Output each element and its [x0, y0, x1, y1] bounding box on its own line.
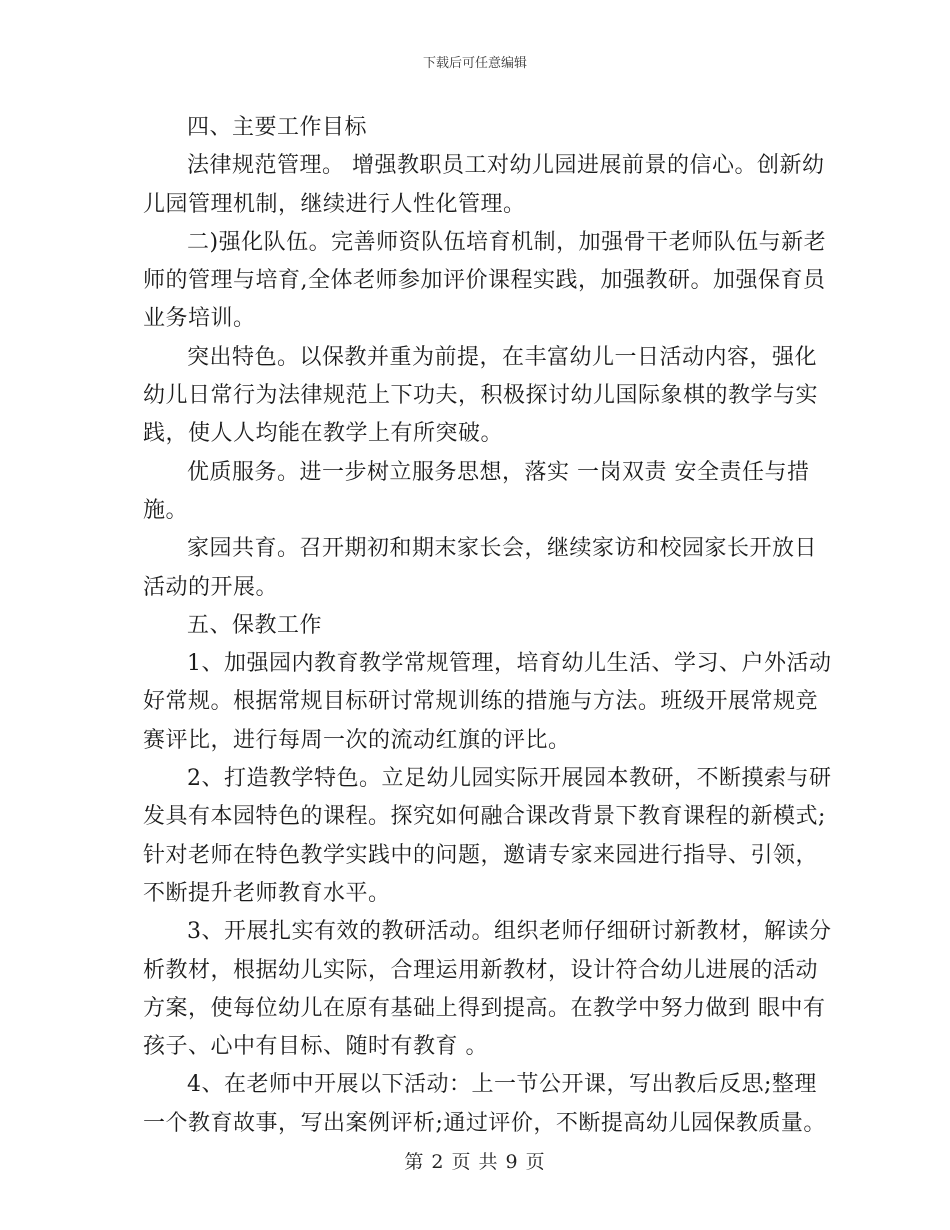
text-line: 好常规。根据常规目标研讨常规训练的措施与方法。班级开展常规竞 [143, 689, 819, 715]
text-line: 四、主要工作目标 [187, 115, 368, 140]
text-line: 4、在老师中开展以下活动：上一节公开课，写出教后反思;整理 [187, 1072, 817, 1098]
text-line: 活动的开展。 [143, 574, 279, 600]
text-line: 幼儿日常行为法律规范上下功夫，积极探讨幼儿国际象棋的教学与实 [143, 383, 819, 409]
text-line: 方案，使每位幼儿在原有基础上得到提高。在教学中努力做到 眼中有 [143, 995, 826, 1021]
text-line: 业务培训。 [143, 306, 256, 332]
page-number-footer: 第 2 页 共 9 页 [404, 1151, 546, 1173]
text-line: 赛评比，进行每周一次的流动红旗的评比。 [143, 727, 571, 753]
document-body [143, 109, 832, 1143]
text-line: 针对老师在特色教学实践中的问题，邀请专家来园进行指导、引领， [143, 842, 819, 868]
text-line: 孩子、心中有目标、随时有教育 。 [143, 1034, 488, 1060]
text-line: 突出特色。以保教并重为前提，在丰富幼儿一日活动内容，强化 [187, 344, 818, 370]
text-line: 3、开展扎实有效的教研活动。组织老师仔细研讨新教材，解读分 [187, 919, 832, 945]
page-header: 下载后可任意编辑 [422, 56, 527, 71]
text-line: 不断提升老师教育水平。 [143, 880, 391, 906]
text-line: 施。 [143, 497, 189, 523]
text-line: 家园共育。召开期初和期末家长会，继续家访和校园家长开放日 [187, 536, 818, 562]
text-line: 一个教育故事，写出案例评析;通过评价，不断提高幼儿园保教质量。 [143, 1110, 826, 1136]
text-line: 法律规范管理。 增强教职员工对幼儿园进展前景的信心。创新幼 [187, 153, 825, 179]
text-line: 发具有本园特色的课程。探究如何融合课改背景下教育课程的新模式; [143, 804, 826, 830]
text-line: 优质服务。进一步树立服务思想，落实 一岗双责 安全责任与措 [187, 459, 810, 485]
text-line: 1、加强园内教育教学常规管理，培育幼儿生活、学习、户外活动 [187, 651, 832, 677]
text-line: 践，使人人均能在教学上有所突破。 [143, 421, 504, 447]
text-line: 五、保教工作 [187, 612, 323, 638]
text-line: 儿园管理机制，继续进行人性化管理。 [143, 191, 526, 217]
text-line: 2、打造教学特色。立足幼儿园实际开展园本教研，不断摸索与研 [187, 766, 832, 792]
text-line: 师的管理与培育,全体老师参加评价课程实践，加强教研。加强保育员 [143, 268, 826, 294]
text-line: 二)强化队伍。完善师资队伍培育机制，加强骨干老师队伍与新老 [187, 229, 827, 255]
text-line: 析教材，根据幼儿实际，合理运用新教材，设计符合幼儿进展的活动 [143, 957, 819, 983]
